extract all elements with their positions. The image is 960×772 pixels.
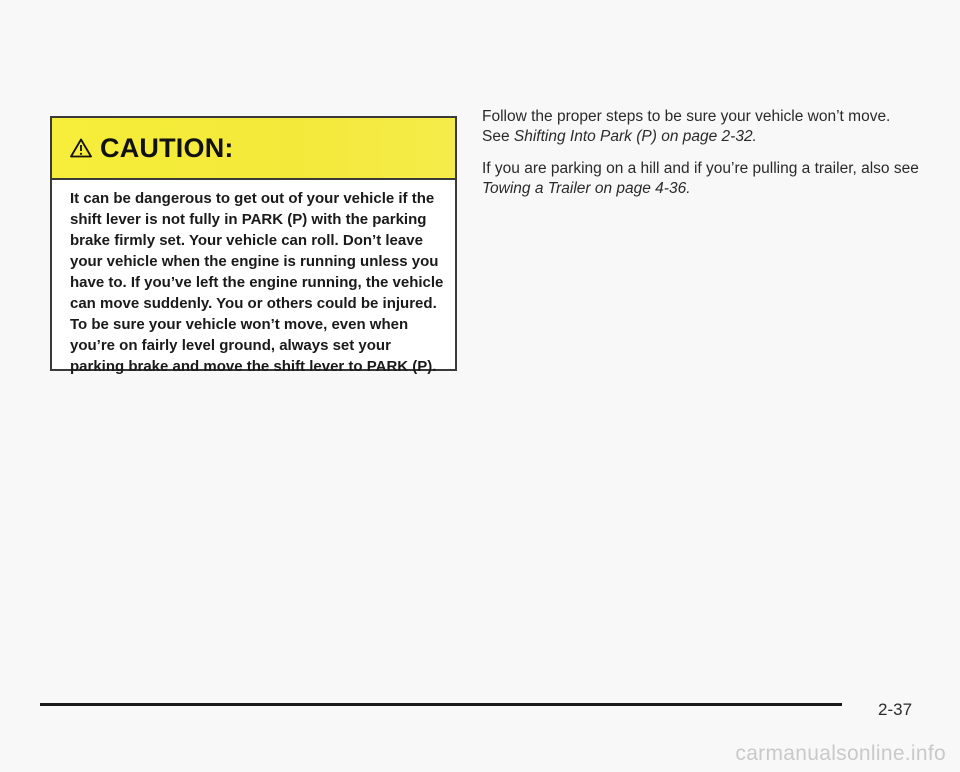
- caution-title: CAUTION:: [100, 132, 234, 163]
- paragraph-text: If you are parking on a hill and if you’re pulling a trailer, also see: [482, 160, 919, 177]
- watermark: carmanualsonline.info: [735, 742, 946, 765]
- paragraph-text: Follow the proper steps to be sure your vehicle won’t move. See: [482, 108, 891, 145]
- caution-paragraph: It can be dangerous to get out of your vehicle if the shift lever is not fully in PARK (P) with the parking brake firmly set. Your vehicle can roll. Don’t leave your vehicle when the engine is running unless you have to. If you’ve left the engine running, the vehicle can move suddenly. You or others could be injured. To be sure your vehicle won’t move, even when you’re on fairly level ground, always set your parking brake and move the shift lever to PARK (P).: [70, 190, 444, 375]
- paragraph-hill-trailer: [482, 159, 922, 199]
- footer-divider: [40, 703, 842, 706]
- warning-triangle-icon: [70, 138, 92, 158]
- page-number: 2-37: [878, 700, 913, 719]
- caution-box: [50, 116, 457, 375]
- paragraph-park-steps: [482, 107, 922, 147]
- caution-text: [70, 188, 448, 377]
- body-text-column: [482, 107, 922, 211]
- caution-header: [52, 118, 455, 180]
- cross-reference-towing-a-trailer[interactable]: Towing a Trailer on page 4-36.: [482, 180, 691, 197]
- cross-reference-shifting-into-park[interactable]: Shifting Into Park (P) on page 2-32.: [513, 128, 757, 145]
